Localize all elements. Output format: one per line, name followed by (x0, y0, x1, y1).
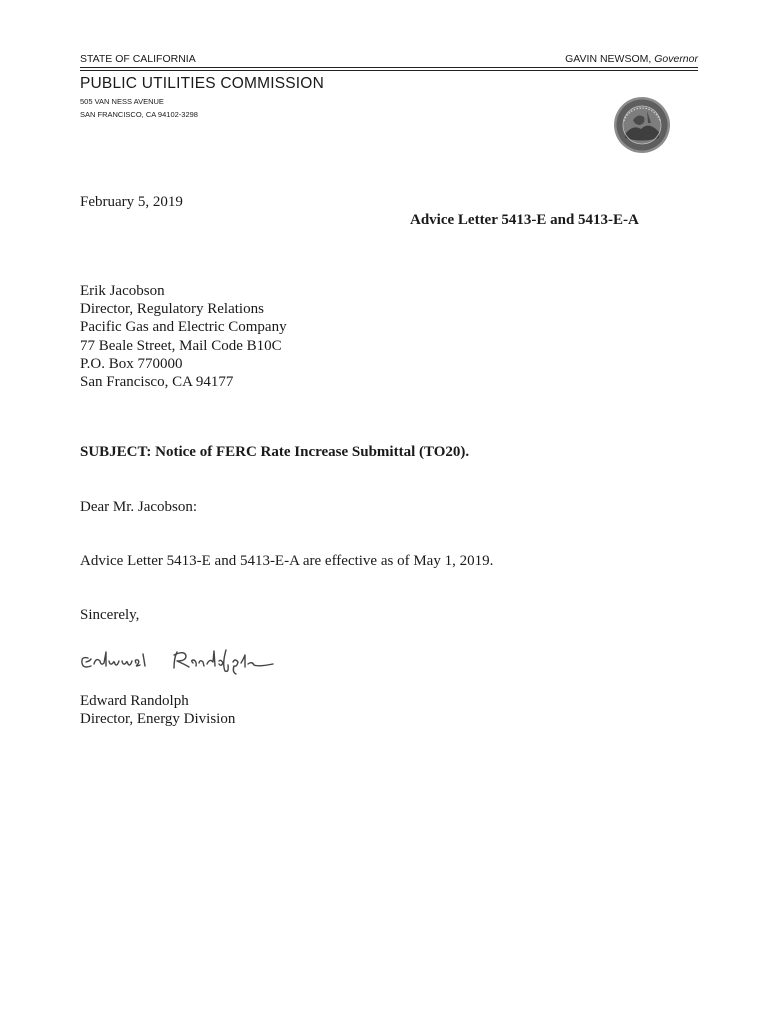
recipient-address-block (80, 282, 287, 391)
letterhead-rule-thin (80, 70, 698, 71)
handwritten-signature (76, 642, 286, 676)
recipient-line: Pacific Gas and Electric Company (80, 319, 287, 336)
closing: Sincerely, (80, 607, 140, 623)
governor-name: GAVIN NEWSOM, (565, 53, 652, 65)
letterhead-rule-thick (80, 67, 698, 68)
recipient-line: P.O. Box 770000 (80, 355, 183, 372)
letter-date: February 5, 2019 (80, 194, 183, 210)
letter-subject: SUBJECT: Notice of FERC Rate Increase Submittal (TO20). (80, 444, 470, 460)
recipient-line: San Francisco, CA 94177 (80, 373, 234, 390)
recipient-line: Director, Regulatory Relations (80, 301, 264, 318)
state-label: STATE OF CALIFORNIA (80, 53, 196, 65)
recipient-line: Erik Jacobson (80, 283, 165, 299)
agency-name: PUBLIC UTILITIES COMMISSION (80, 75, 324, 92)
advice-letter-reference: Advice Letter 5413-E and 5413-E-A (410, 212, 639, 228)
state-seal-icon (613, 96, 671, 154)
governor-title: Governor (654, 53, 698, 65)
letter-body: Advice Letter 5413-E and 5413-E-A are effective as of May 1, 2019. (80, 553, 494, 569)
address-line-2: SAN FRANCISCO, CA 94102-3298 (80, 110, 198, 119)
recipient-line: 77 Beale Street, Mail Code B10C (80, 337, 282, 354)
governor-label (565, 53, 698, 65)
salutation: Dear Mr. Jacobson: (80, 499, 198, 515)
signer-name: Edward Randolph (80, 693, 189, 709)
signer-title: Director, Energy Division (80, 711, 236, 727)
address-line-1: 505 VAN NESS AVENUE (80, 97, 164, 106)
